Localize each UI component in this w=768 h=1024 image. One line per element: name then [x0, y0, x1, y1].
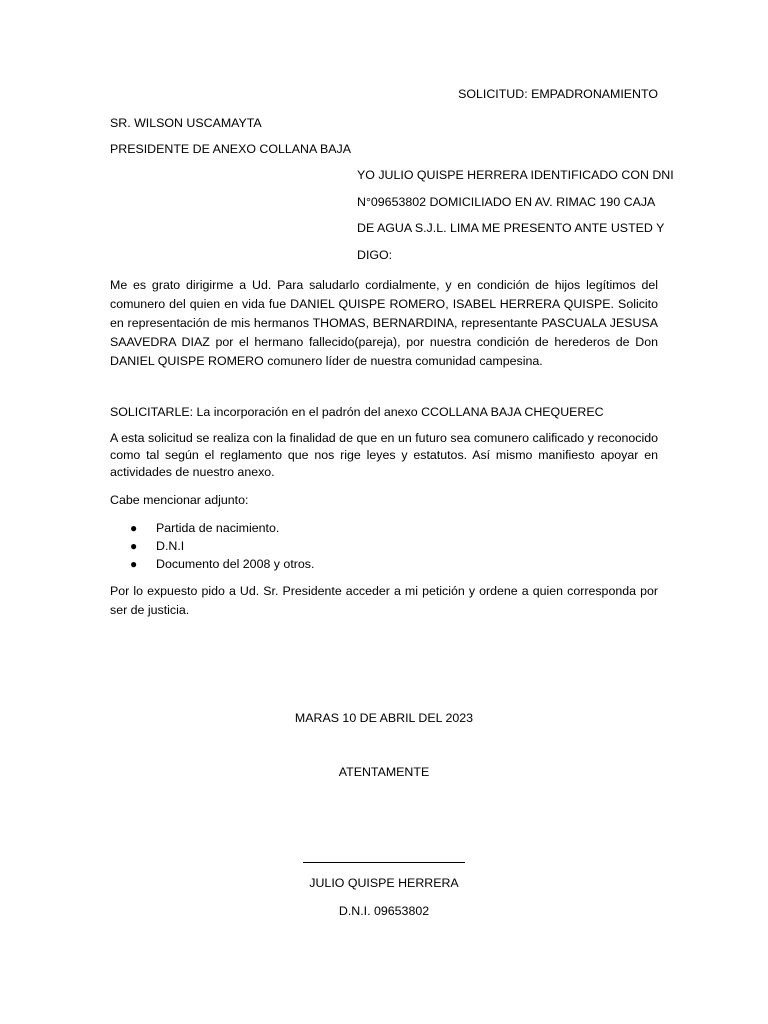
identity-line: DE AGUA S.J.L. LIMA ME PRESENTO ANTE USTED Y [357, 221, 665, 235]
identity-block [357, 168, 674, 274]
bullet-icon: ● [130, 539, 138, 553]
signer-name: JULIO QUISPE HERRERA [309, 876, 459, 890]
attachment-label: D.N.I [156, 539, 185, 553]
attachments-list [130, 519, 314, 573]
closing-paragraph: Por lo expuesto pido a Ud. Sr. Presidente acceder a mi petición y ordene a quien corresponda por ser de justicia. [110, 584, 658, 617]
purpose-paragraph: A esta solicitud se realiza con la finalidad de que en un futuro sea comunero calificado y reconocido como tal según el reglamento que nos rige leyes y estatutos. Así mismo manifiesto apoyar en actividades de nuestro anexo. [110, 431, 658, 479]
list-item [130, 519, 314, 537]
attachments-title: Cabe mencionar adjunto: [110, 493, 249, 507]
recipient-title: PRESIDENTE DE ANEXO COLLANA BAJA [110, 142, 352, 156]
intro-paragraph: Me es grato dirigirme a Ud. Para saludarlo cordialmente, y en condición de hijos legítimos del comunero del quien en vida fue DANIEL QUISPE ROMERO, ISABEL HERRERA QUISPE. Solicito en representación de mis hermanos THOMAS, BERNARDINA, representante PASCUALA JESUSA SAAVEDRA DIAZ por el hermano fallecido(pareja), por nuestra condición de herederos de Don DANIEL QUISPE ROMERO comunero líder de nuestra comunidad campesina. [110, 278, 658, 368]
letter-subject: SOLICITUD: EMPADRONAMIENTO [458, 87, 658, 101]
regards-line: ATENTAMENTE [338, 765, 430, 779]
identity-line: DIGO: [357, 247, 393, 262]
bullet-icon: ● [130, 557, 138, 571]
identity-line: YO JULIO QUISPE HERRERA IDENTIFICADO CON DNI [357, 168, 674, 182]
list-item [130, 555, 314, 573]
recipient-name: SR. WILSON USCAMAYTA [110, 116, 262, 130]
bullet-icon: ● [130, 521, 138, 535]
request-paragraph: SOLICITARLE: La incorporación en el padrón del anexo CCOLLANA BAJA CHEQUEREC [110, 405, 604, 419]
signature-line [303, 862, 465, 863]
attachment-label: Documento del 2008 y otros. [156, 557, 315, 571]
date-line: MARAS 10 DE ABRIL DEL 2023 [294, 711, 474, 725]
signer-id: D.N.I. 09653802 [338, 904, 430, 918]
identity-line: N°09653802 DOMICILIADO EN AV. RIMAC 190 CAJA [357, 194, 656, 209]
attachment-label: Partida de nacimiento. [156, 521, 280, 535]
list-item [130, 537, 314, 555]
